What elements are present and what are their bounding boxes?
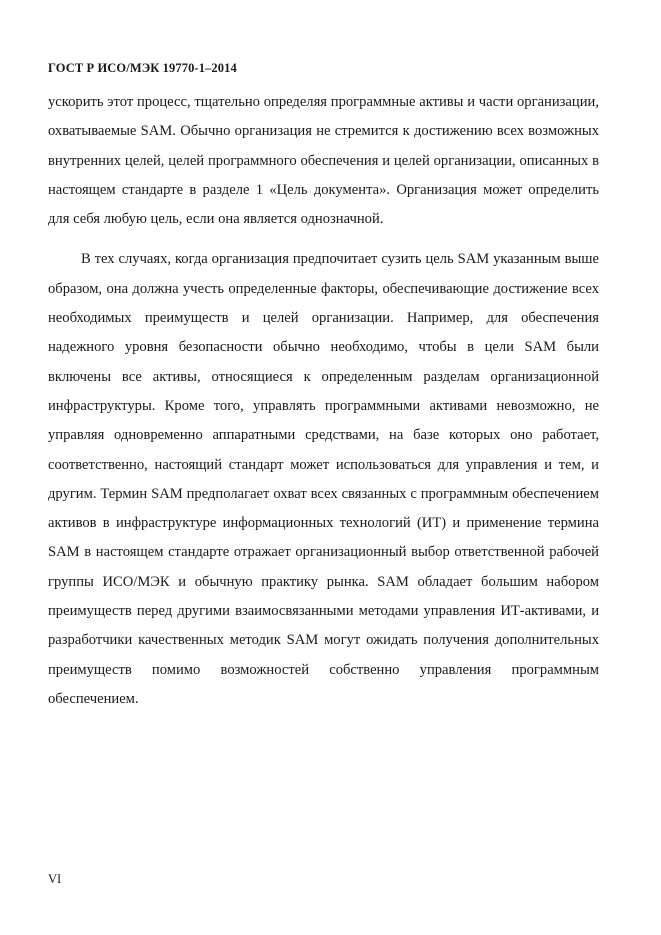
paragraph-2: В тех случаях, когда организация предпочитает сузить цель SAM указанным выше образом, она должна учесть определенные факторы, обеспечивающие достижение всех необходимых преимуществ и целей организации. Например, для обеспечения надежного уровня безопасности обычно необходимо, чтобы в цели SAM были включены все активы, относящиеся к определенным разделам организационной инфраструктуры. Кроме того, управлять программными активами невозможно, не управляя одновременно аппаратными средствами, на базе которых оно работает, соответственно, настоящий стандарт может использоваться для управления и тем, и другим. Термин SAM предполагает охват всех связанных с программным обеспечением активов в инфраструктуре информационных технологий (ИТ) и применение термина SAM в настоящем стандарте отражает организационный выбор ответственной рабочей группы ИСО/МЭК и обычную практику рынка. SAM обладает большим набором преимуществ перед другими взаимосвязанными методами управления ИТ-активами, и разработчики качественных методик SAM могут ожидать получения дополнительных преимуществ помимо возможностей собственно управления программным обеспечением. xyxy=(48,251,599,707)
page-number: VI xyxy=(48,872,62,886)
paragraph-1: ускорить этот процесс, тщательно определяя программные активы и части организации, охватываемые SAM. Обычно организация не стремится к достижению всех возможных внутренних целей, целей программного обеспечения и целей организации, описанных в настоящем стандарте в разделе 1 «Цель документа». Организация может определить для себя любую цель, если она является однозначной. xyxy=(48,94,599,228)
document-header: ГОСТ Р ИСО/МЭК 19770-1–2014 xyxy=(48,61,237,75)
document-body xyxy=(48,88,599,714)
